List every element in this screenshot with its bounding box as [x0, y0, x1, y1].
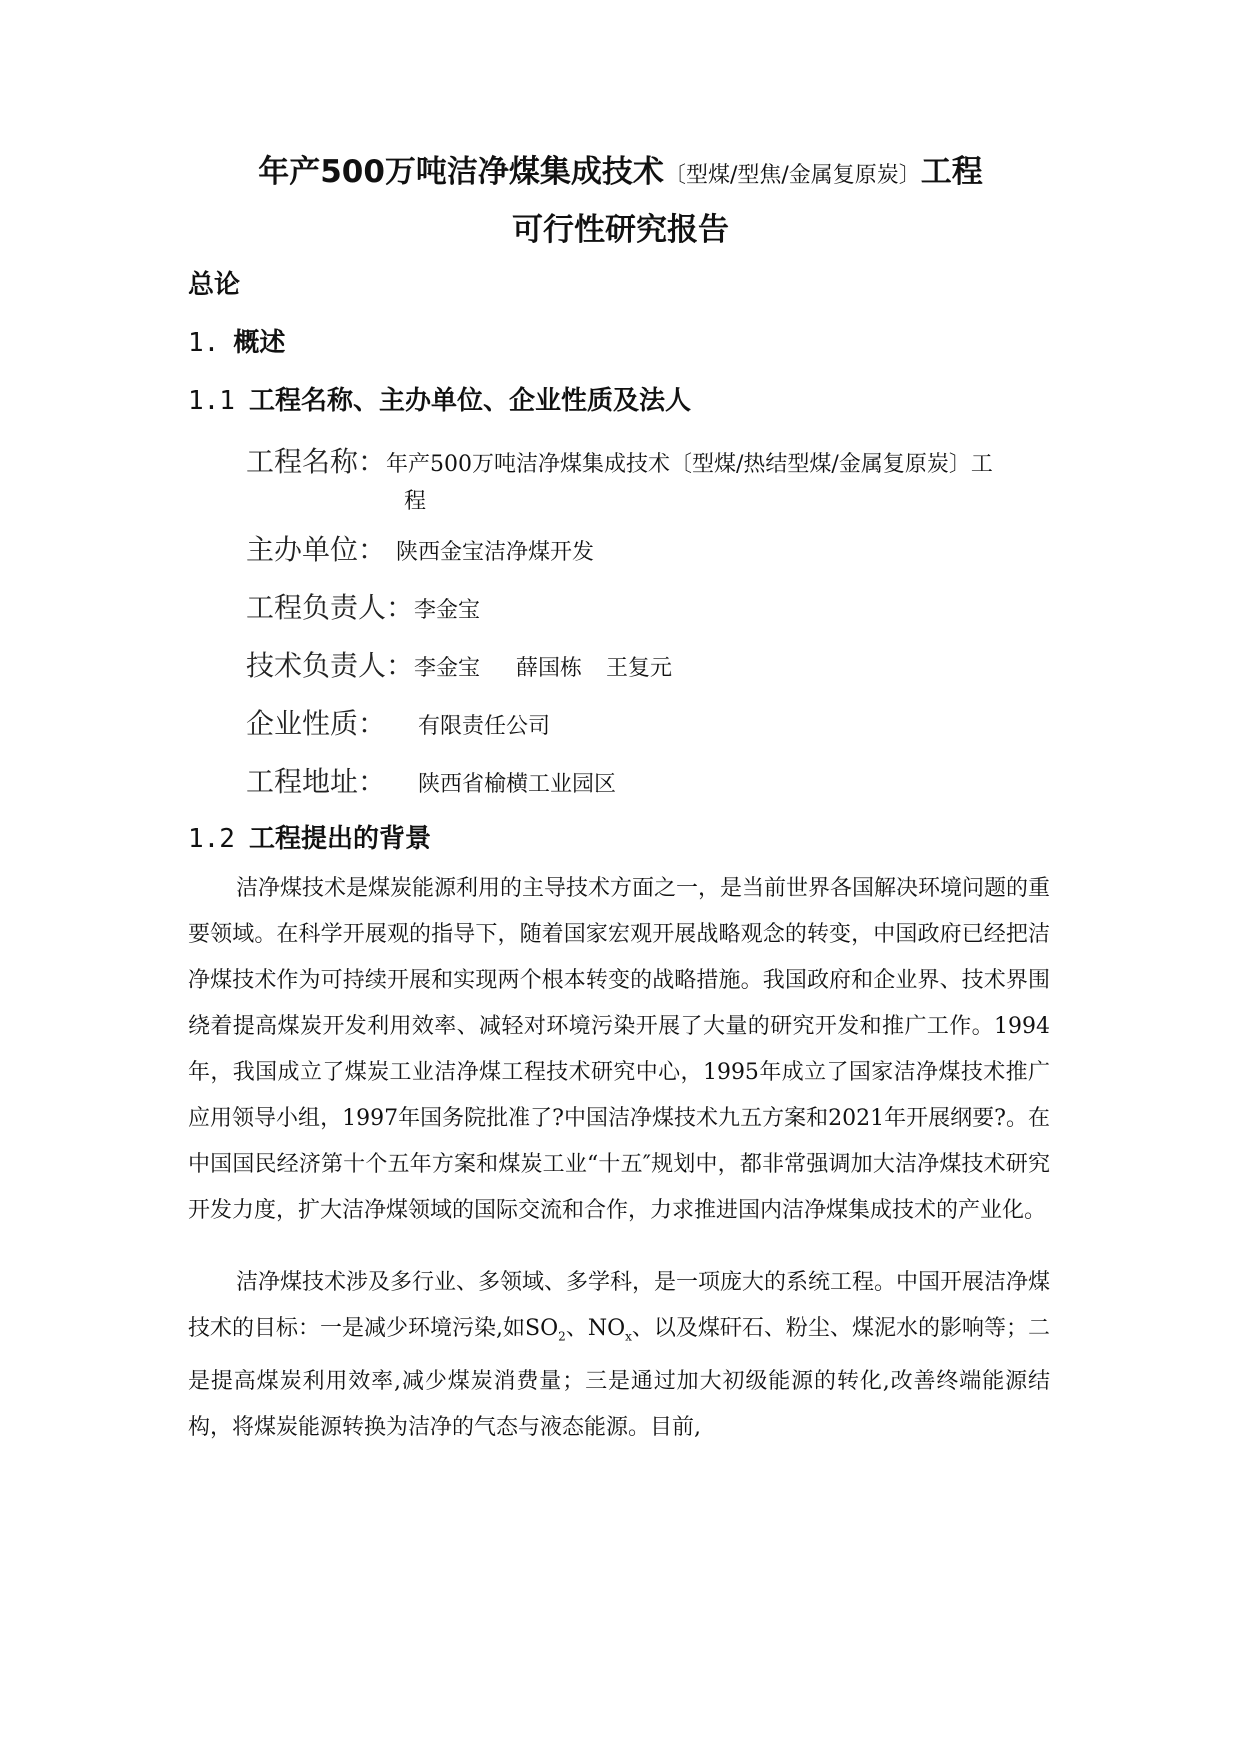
section-number: 1.1	[188, 386, 235, 416]
field-label: 主办单位：	[246, 533, 387, 566]
section-title: 工程提出的背景	[248, 824, 431, 854]
title-parenthetical: 〔型煤/型焦/金属复原炭〕	[663, 163, 921, 188]
document-title-line2: 可行性研究报告	[512, 212, 729, 248]
paragraph-background: 洁净煤技术是煤炭能源利用的主导技术方面之一，是当前世界各国解决环境问题的重要领域。在科学开展观的指导下，随着国家宏观开展战略观念的转变，中国政府已经把洁净煤技术作为可持续开展和实现两个根本转变的战略措施。我国政府和企业界、技术界围绕着提高煤炭开发利用效率、减轻对环境污染开展了大量的研究开发和推广工作。1994年，我国成立了煤炭工业洁净煤工程技术研究中心，1995年成立了国家洁净煤技术推广应用领导小组，1997年国务院批准了?中国洁净煤技术九五方案和2021年开展纲要?。在中国国民经济第十个五年方案和煤炭工业“十五″规划中，都非常强调加大洁净煤技术研究开发力度，扩大洁净煤领域的国际交流和合作，力求推进国内洁净煤集成技术的产业化。	[188, 876, 1051, 1223]
subscript: 2	[558, 1329, 566, 1344]
text-run: 、NO	[565, 1316, 626, 1341]
text-run: 洁净煤技术涉及多行业、多领域、多学科，是一项庞大的系统工程。中国开展洁净煤技术的目标：一是减少环境污染,如SO	[188, 1270, 1051, 1341]
field-value: 陕西省榆横工业园区	[418, 772, 617, 797]
text-run: 、以及煤矸石、粉尘、煤泥水的影响等；二是提高煤炭利用效率,减少煤炭消费量；三是通过加大初级能源的转化,改善终端能源结构，将煤炭能源转换为洁净的气态与液态能源。目前,	[188, 1316, 1050, 1441]
field-company-type	[246, 702, 550, 742]
heading-section-1-2	[188, 818, 431, 855]
field-value: 陕西金宝洁净煤开发	[396, 540, 595, 565]
field-value: 李金宝	[414, 598, 481, 623]
section-title: 工程名称、主办单位、企业性质及法人	[248, 386, 691, 416]
field-sponsor	[246, 528, 594, 568]
field-value: 李金宝	[414, 656, 481, 681]
field-value: 年产500万吨洁净煤集成技术〔型煤/热结型煤/金属复原炭〕工	[386, 452, 993, 477]
field-project-lead	[246, 586, 480, 626]
field-value: 薛国栋	[516, 656, 583, 681]
field-value: 有限责任公司	[418, 714, 551, 739]
heading-general: 总论	[188, 270, 241, 300]
field-label: 工程名称：	[246, 445, 387, 478]
field-label: 工程负责人：	[246, 591, 415, 624]
section-number: 1.	[188, 328, 220, 358]
subscript: x	[625, 1329, 632, 1344]
field-label: 技术负责人：	[246, 649, 415, 682]
field-address	[246, 760, 616, 800]
field-value: 程	[404, 489, 427, 514]
section-number: 1.2	[188, 824, 235, 854]
field-label: 企业性质：	[246, 707, 387, 740]
document-title-line1	[0, 146, 1241, 191]
field-value: 王复元	[606, 656, 673, 681]
heading-section-1	[188, 322, 285, 359]
heading-section-1-1	[188, 380, 691, 417]
field-project-name	[246, 440, 993, 480]
title-end: 工程	[920, 154, 983, 190]
paragraph-goals	[188, 1260, 1050, 1451]
field-project-name-continued	[404, 484, 426, 515]
field-label: 工程地址：	[246, 765, 387, 798]
section-title: 概述	[233, 328, 286, 358]
field-tech-lead	[246, 644, 672, 684]
title-main: 年产500万吨洁净煤集成技术	[258, 154, 664, 190]
